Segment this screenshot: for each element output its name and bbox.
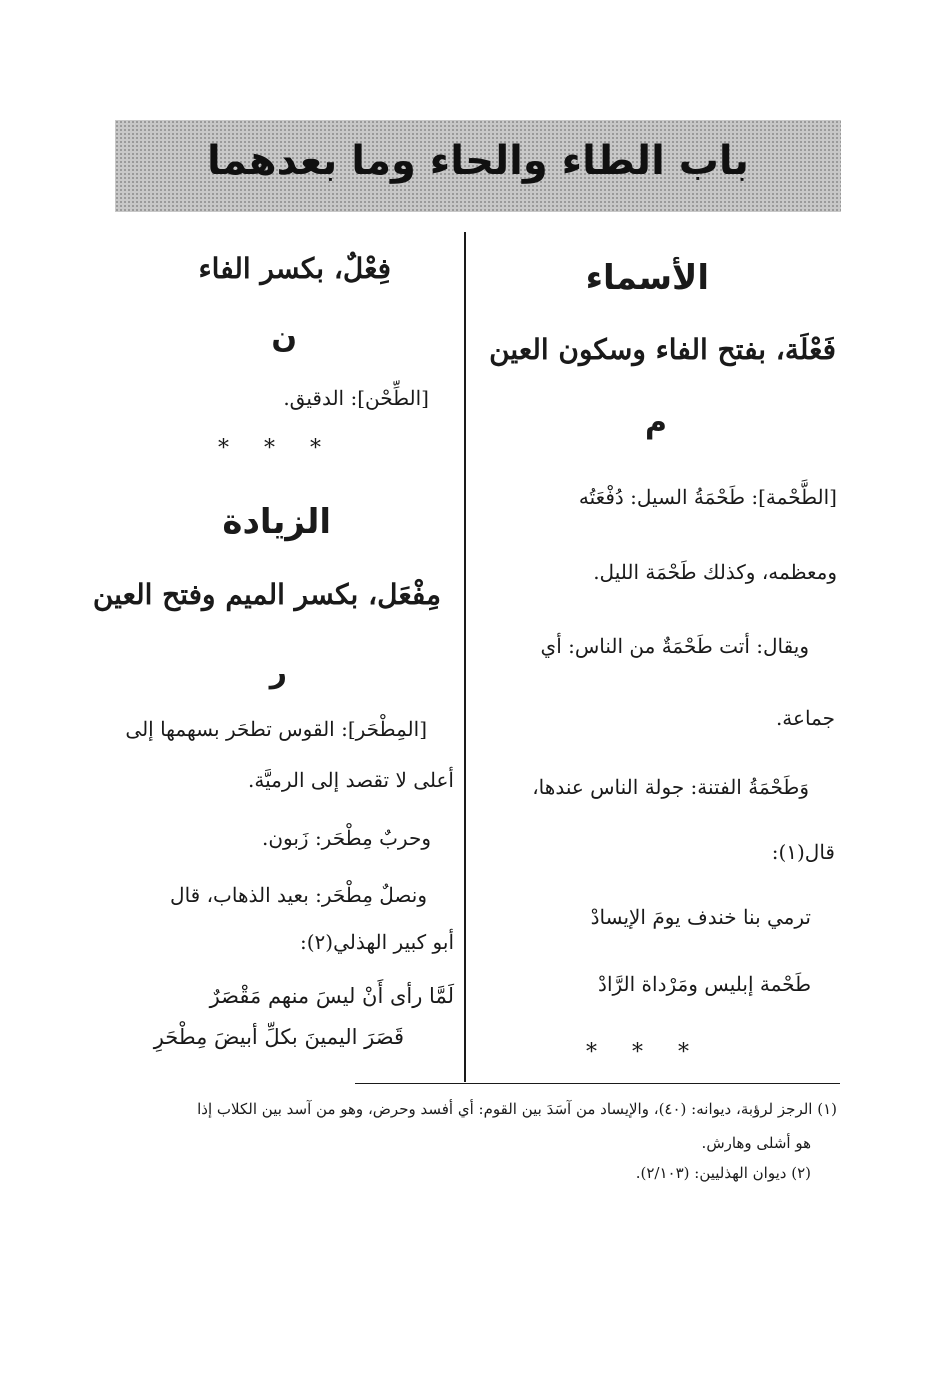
text-line: قال(١): xyxy=(771,840,835,864)
pattern-title-left-2: مِفْعَل، بكسر الميم وفتح العين xyxy=(92,578,441,611)
footnote: هو أشلى وهارش. xyxy=(701,1134,811,1152)
text-line: [المِطْحَر]: القوس تطحَر بسهمها إلى xyxy=(125,717,427,741)
verse-line: ترمي بنا خندف يومَ الإيسادْ xyxy=(590,905,811,929)
text-line: ونصلٌ مِطْحَر: بعيد الذهاب، قال xyxy=(170,883,427,907)
root-letter-left-2: ر xyxy=(269,655,287,690)
footnote: (٢) ديوان الهذليين: (٢/١٠٣). xyxy=(635,1164,811,1182)
section-separator: * * * xyxy=(218,436,335,461)
pattern-title-left: فِعْلٌ، بكسر الفاء xyxy=(198,252,391,285)
text-line: ويقال: أتت طَحْمَةٌ من الناس: أي xyxy=(540,634,809,658)
text-line: جماعة. xyxy=(775,706,835,730)
pattern-title-right: فَعْلَة، بفتح الفاء وسكون العين xyxy=(489,333,836,366)
verse-line: قَصَرَ اليمينَ بكلِّ أبيضَ مِطْحَرِ xyxy=(153,1025,404,1049)
text-line: أبو كبير الهذلي(٢): xyxy=(299,930,454,954)
footnote: (١) الرجز لرؤبة، ديوانه: (٤٠)، والإيساد من آسَدَ بين القوم: أي أفسد وحرض، وهو من آسد بين الكلاب إذا xyxy=(197,1100,837,1118)
text-line: وحربٌ مِطْحَر: زَبون. xyxy=(261,826,431,850)
root-letter-right: م xyxy=(645,405,667,440)
section-title-nouns: الأسماء xyxy=(585,258,709,298)
root-letter-left-1: ن xyxy=(271,320,297,355)
text-line: وَطَحْمَةُ الفتنة: جولة الناس عندها، xyxy=(532,775,809,799)
footnote-rule xyxy=(355,1083,840,1084)
text-line: [الطَّحْمة]: طَحْمَةُ السيل: دُفْعَتُه xyxy=(578,485,837,509)
section-title-addition: الزيادة xyxy=(222,502,331,542)
text-line: ومعظمه، وكذلك طَحْمَة الليل. xyxy=(593,560,837,584)
verse-line: لَمَّا رأى أَنْ ليسَ منهم مَقْصَرٌ xyxy=(209,984,454,1008)
chapter-title: باب الطاء والحاء وما بعدهما xyxy=(207,138,749,184)
section-separator: * * * xyxy=(586,1040,703,1065)
column-divider xyxy=(464,232,466,1082)
text-line: [الطِّحْن]: الدقيق. xyxy=(283,386,429,410)
text-line: أعلى لا تقصد إلى الرميَّة. xyxy=(248,768,454,792)
verse-line: طَحْمة إبليس ومَرْداة الرَّادْ xyxy=(598,972,811,996)
